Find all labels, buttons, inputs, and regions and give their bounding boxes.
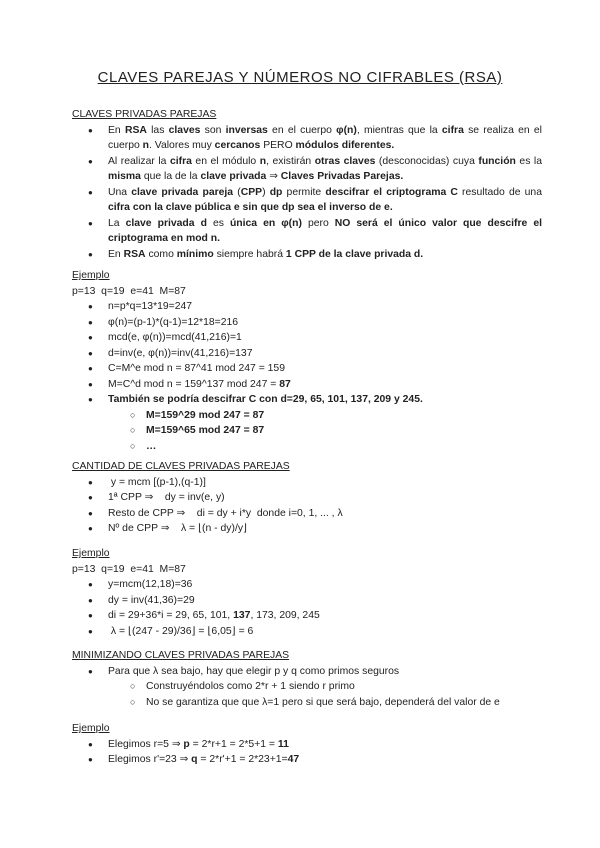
example-1	[72, 268, 542, 454]
section-cantidad-cpp	[72, 459, 542, 537]
list-item: ● d=inv(e, φ(n))=inv(41,216)=137	[108, 346, 542, 362]
example-heading: Ejemplo	[72, 548, 110, 559]
bullet-clave-pareja: ● Una clave privada pareja (CPP) dp permite descifrar el criptograma C resultado de una cifra con la clave pública e sin que dp sea el inverso de e.	[108, 185, 542, 216]
list-item: ● M=C^d mod n = 159^137 mod 247 = 87	[108, 377, 542, 393]
list-item: ● y = mcm [(p-1),(q-1)]	[108, 475, 542, 491]
sub-item: ○ …	[146, 439, 542, 455]
list-item: ● Resto de CPP ⇒ di = dy + i*y donde i=0, 1, ... , λ	[108, 506, 542, 522]
example-2	[72, 546, 542, 639]
bullet-otras-claves: ● Al realizar la cifra en el módulo n, existirán otras claves (desconocidas) cuya función es la misma que la de la clave privada ⇒ Claves Privadas Parejas.	[108, 154, 542, 185]
section-heading: CANTIDAD DE CLAVES PRIVADAS PAREJAS	[72, 461, 290, 472]
bullet-clave-unica: ● La clave privada d es única en φ(n) pero NO será el único valor que descifre el criptograma en mod n.	[108, 216, 542, 247]
example-params: p=13 q=19 e=41 M=87	[72, 563, 186, 575]
list-item-bold: ● También se podría descifrar C con d=29, 65, 101, 137, 209 y 245. ○ M=159^29 mod 247 = 87 ○ M=159^65 mod 247 = 87 ○ …	[108, 392, 542, 454]
list-item: ● φ(n)=(p-1)*(q-1)=12*18=216	[108, 315, 542, 331]
section-claves-privadas-parejas	[72, 107, 542, 262]
list-item: ● C=M^e mod n = 87^41 mod 247 = 159	[108, 361, 542, 377]
sub-item: ○ M=159^65 mod 247 = 87	[146, 423, 542, 439]
list-item: ● Nº de CPP ⇒ λ = ⌊(n - dy)/y⌋	[108, 521, 542, 537]
list-item: ● 1ª CPP ⇒ dy = inv(e, y)	[108, 490, 542, 506]
list-item: ● y=mcm(12,18)=36	[108, 577, 542, 593]
section-heading: CLAVES PRIVADAS PAREJAS	[72, 109, 217, 120]
list-item: ● Elegimos r'=23 ⇒ q = 2*r'+1 = 2*23+1=47	[108, 752, 542, 768]
list-item: ● n=p*q=13*19=247	[108, 299, 542, 315]
example-heading: Ejemplo	[72, 270, 110, 281]
example-3	[72, 721, 542, 768]
list-item: ● Para que λ sea bajo, hay que elegir p y q como primos seguros ○ Construyéndolos como 2*r + 1 siendo r primo ○ No se garantiza que que λ=1 pero si que será bajo, dependerá del valor de e	[108, 664, 542, 711]
example-heading: Ejemplo	[72, 723, 110, 734]
sub-item: ○ M=159^29 mod 247 = 87	[146, 408, 542, 424]
list-item: ● di = 29+36*i = 29, 65, 101, 137, 173, 209, 245	[108, 608, 542, 624]
bullet-minimo-cpp: ● En RSA como mínimo siempre habrá 1 CPP de la clave privada d.	[108, 247, 542, 263]
list-item: ● Elegimos r=5 ⇒ p = 2*r+1 = 2*5+1 = 11	[108, 737, 542, 753]
section-minimizando-cpp	[72, 648, 542, 710]
list-item: ● λ = ⌊(247 - 29)/36⌋ = ⌊6,05⌋ = 6	[108, 624, 542, 640]
example-params: p=13 q=19 e=41 M=87	[72, 285, 186, 297]
bullet-rsa-inversas: ● En RSA las claves son inversas en el cuerpo φ(n), mientras que la cifra se realiza en el cuerpo n. Valores muy cercanos PERO módulos diferentes.	[108, 123, 542, 154]
list-item: ● mcd(e, φ(n))=mcd(41,216)=1	[108, 330, 542, 346]
list-item: ● dy = inv(41,36)=29	[108, 593, 542, 609]
page-title: CLAVES PAREJAS Y NÚMEROS NO CIFRABLES (RSA)	[97, 69, 503, 86]
sub-item: ○ No se garantiza que que λ=1 pero si que será bajo, dependerá del valor de e	[146, 695, 542, 711]
section-heading: MINIMIZANDO CLAVES PRIVADAS PAREJAS	[72, 650, 290, 661]
sub-item: ○ Construyéndolos como 2*r + 1 siendo r primo	[146, 679, 542, 695]
